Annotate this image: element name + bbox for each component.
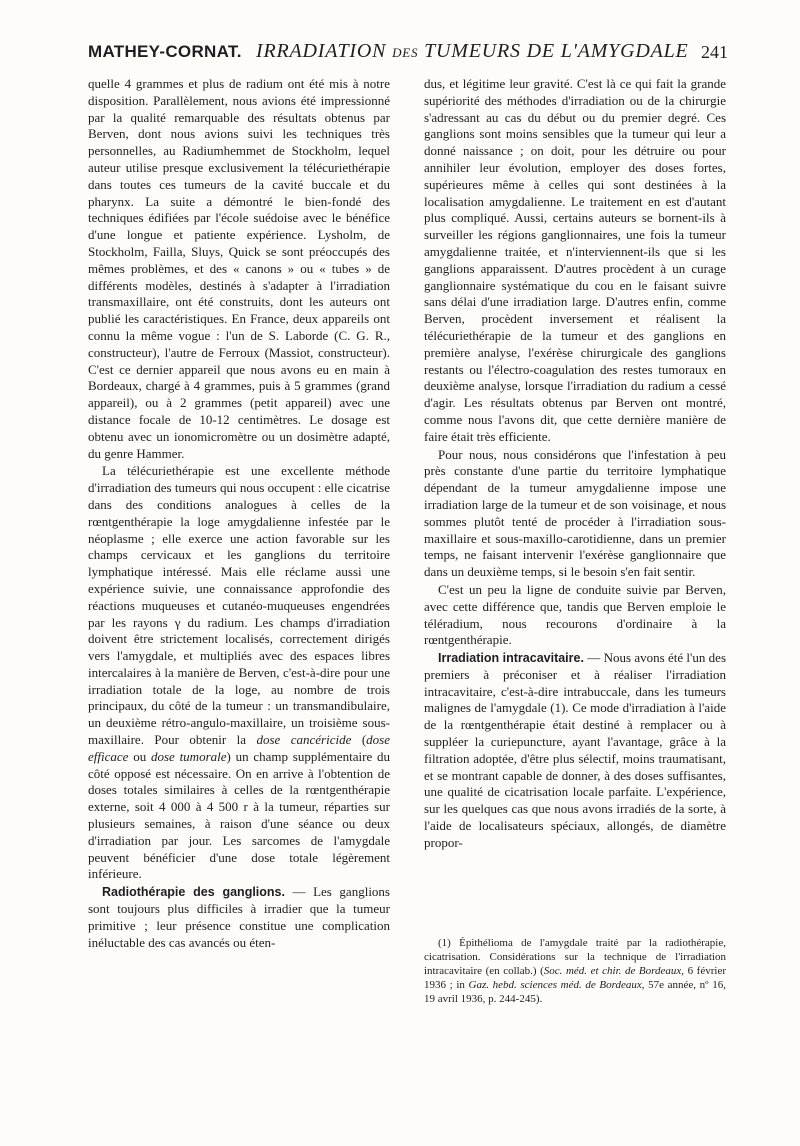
header-title [256,40,689,63]
footnote-text-2: , 6 février 1936 ; in [424,965,726,991]
right-paragraph-4 [424,650,726,852]
footnote [424,936,726,1006]
header-title-part1: IRRADIATION [256,40,387,62]
header-title-small: DES [392,45,419,60]
footnote-text [424,936,726,1006]
page-number: 241 [701,42,728,62]
left-paragraph-1: quelle 4 grammes et plus de radium ont été mis à notre disposition. Parallèlement, nous avions été impressionné par la qualité remarquable des résultats obtenus par Berven, dont nous avions suivi les techniques très personnelles, au Radiumhemmet de Stockholm, lequel auteur utilise presque exclusivement la télécuriethérapie dans toutes ces tumeurs de la cavité buccale et du pharynx. La suite a démontré le bien-fondé des techniques édifiées par l'école suédoise avec le bénéfice d'une longue et patiente expérience. Lysholm, de Stockholm, Failla, Sluys, Quick se sont préoccupés des mêmes problèmes, et des « canons » ou « tubes » de différents modèles, destinés à s'adapter à l'irradiation transmaxillaire, ont été construits, dont les auteurs ont publié les caractéristiques. En France, deux appareils ont connu la même vogue : l'un de S. Laborde (C. G. R., constructeur), l'autre de Ferroux (Massiot, constructeur). C'est ce dernier appareil que nous avons eu en main à Bordeaux, chargé à 4 grammes, puis à 5 grammes (grand appareil), ou à 2 grammes (petit appareil) avec une distance focale de 10-12 centimètres. Le dosage est obtenu avec un ionomicromètre ou un dosimètre adapté, du genre Hammer. [88,76,390,461]
left-p2-italic-3: dose tumorale [150,748,227,764]
header-author: MATHEY-CORNAT. [88,42,242,61]
right-p4-text: — Nous avons été l'un des premiers à préconiser et à réaliser l'irradiation intracavitaire, c'est-à-dire intrabuccale, dans les tumeurs malignes de l'amygdale (1). Ce mode d'irradiation à l'aide de la rœntgenthérapie était destiné à remplacer ou à suppléer la curiepuncture, ayant l'avantage, grâce à la filtration adoptée, d'être plus sélectif, moins traumatisant, et se montrant capable de donner, à des doses suffisantes, une qualité de cicatrisation locale parfaite. L'expérience, sur les quelques cas que nous avons irradiés de la sorte, à l'aide de localisateurs spéciaux, allongés, de diamètre propor- [424,650,726,850]
left-p2-text-3: ou [128,748,151,764]
right-paragraph-2: Pour nous, nous considérons que l'infestation à peu près constante d'une partie du territoire lymphatique dépendant de la tumeur amygdalienne impose une irradiation large de la tumeur et de son voisinage, et nous sommes plutôt tenté de procéder à l'irradiation sous-maxillaire et sous-maxillo-carotidienne, dans un premier temps, ne faisant intervenir l'exérèse ganglionnaire que dans un deuxième temps, si le besoin s'en fait sentir. [424,446,726,580]
right-paragraph-1: dus, et légitime leur gravité. C'est là ce qui fait la grande supériorité des méthodes d'irradiation ou de la chirurgie s'adressant au cas du début ou du premier degré. Ces ganglions sont moins sensibles que la tumeur qui leur a donné naissance ; on doit, pour les détruire ou pour annihiler leur évolution, employer des doses fortes, supérieures même à celles qui sont destinées à la localisation amygdalienne. Le traitement en est d'autant plus compliqué. Aussi, certains auteurs se bornent-ils à surveiller les régions ganglionnaires, une fois la tumeur amygdalienne traitée, et n'interviennent-ils que si les ganglions apparaissent. D'autres procèdent à un curage ganglionnaire systématique du cou en le faisant suivre sans délai d'une irradiation large. D'autres enfin, comme Berven, procèdent inversement et réalisent la télécuriethérapie de la tumeur et des ganglions en première analyse, l'exérèse chirurgicale des ganglions restants ou l'électro-coagulation des restes tumoraux en deuxième analyse, lorsque l'irradiation du radium a cessé d'agir. Les résultats obtenus par Berven ont montré, comme nous l'avons dit, que cette dernière manière de faire était très efficiente. [424,76,726,444]
left-paragraph-2 [88,463,390,883]
left-p2-text-1: La télécuriethérapie est une excellente méthode d'irradiation des tumeurs qui nous occupent : elle cicatrise dans des conditions analogues à celles de la rœntgenthérapie la loge amygdalienne infestée par le néoplasme ; elle exerce une action favorable sur les champs cervicaux et les ganglions du territoire lymphatique intéressé. Mais elle réclame aussi une expérience suivie, une connaissance approfondie des réactions muqueuses et cutanéo-muqueuses engendrées par les rayons γ du radium. Les champs d'irradiation doivent être strictement localisés, correctement dirigés vers l'amygdale, et multipliés avec des espaces libres intercalaires à la manière de Berven, c'est-à-dire pour une irradiation totale de la loge, au nombre de trois principaux, du côté de la tumeur : un transmandibulaire, un deuxième rétro-angulo-maxillaire, un troisième sous-maxillaire. Pour obtenir la [88,463,390,748]
left-p2-text-4: ) un champ supplémentaire du côté opposé est nécessaire. On en arrive à l'obtention de doses totales similaires à celles de la rœntgenthérapie externe, soit 4 000 à 4 500 r à la tumeur, réparties sur plusieurs semaines, à raison d'une séance ou deux d'irradiation par jour. Les sarcomes de l'amygdale peuvent bénéficier d'une dose totale légèrement inférieure. [88,748,390,882]
left-p2-italic-1: dose cancéricide [256,732,352,748]
left-p3-text: — Les ganglions sont toujours plus difficiles à irradier que la tumeur primitive ; leur présence constitue une complication inéluctable des cas avancés ou éten- [88,884,390,950]
left-p2-italic-2: dose efficace [88,732,390,764]
left-column [88,76,390,951]
right-column [424,76,726,852]
header-title-part2: TUMEURS DE L'AMYGDALE [424,40,689,62]
footnote-italic-2: Gaz. hebd. sciences méd. de Bordeaux [468,979,642,991]
running-header [88,40,728,70]
footnote-italic-1: Soc. méd. et chir. de Bordeaux [543,965,682,977]
footnote-text-3: , 57e année, nº 16, 19 avril 1936, p. 244-245). [424,979,726,1005]
left-p2-text-2: ( [351,732,367,748]
footnote-text-1: (1) Épithélioma de l'amygdale traité par la radiothérapie, cicatrisation. Considérations sur la technique de l'irradiation intracavitaire (en collab.) ( [424,937,726,977]
section-heading-intracavitaire: Irradiation intracavitaire. [438,651,584,666]
right-paragraph-3: C'est un peu la ligne de conduite suivie par Berven, avec cette différence que, tandis que Berven emploie le téléradium, nous recourons d'ordinaire à la rœntgenthérapie. [424,581,726,648]
section-heading-ganglions: Radiothérapie des ganglions. [102,885,285,900]
left-paragraph-3 [88,884,390,951]
